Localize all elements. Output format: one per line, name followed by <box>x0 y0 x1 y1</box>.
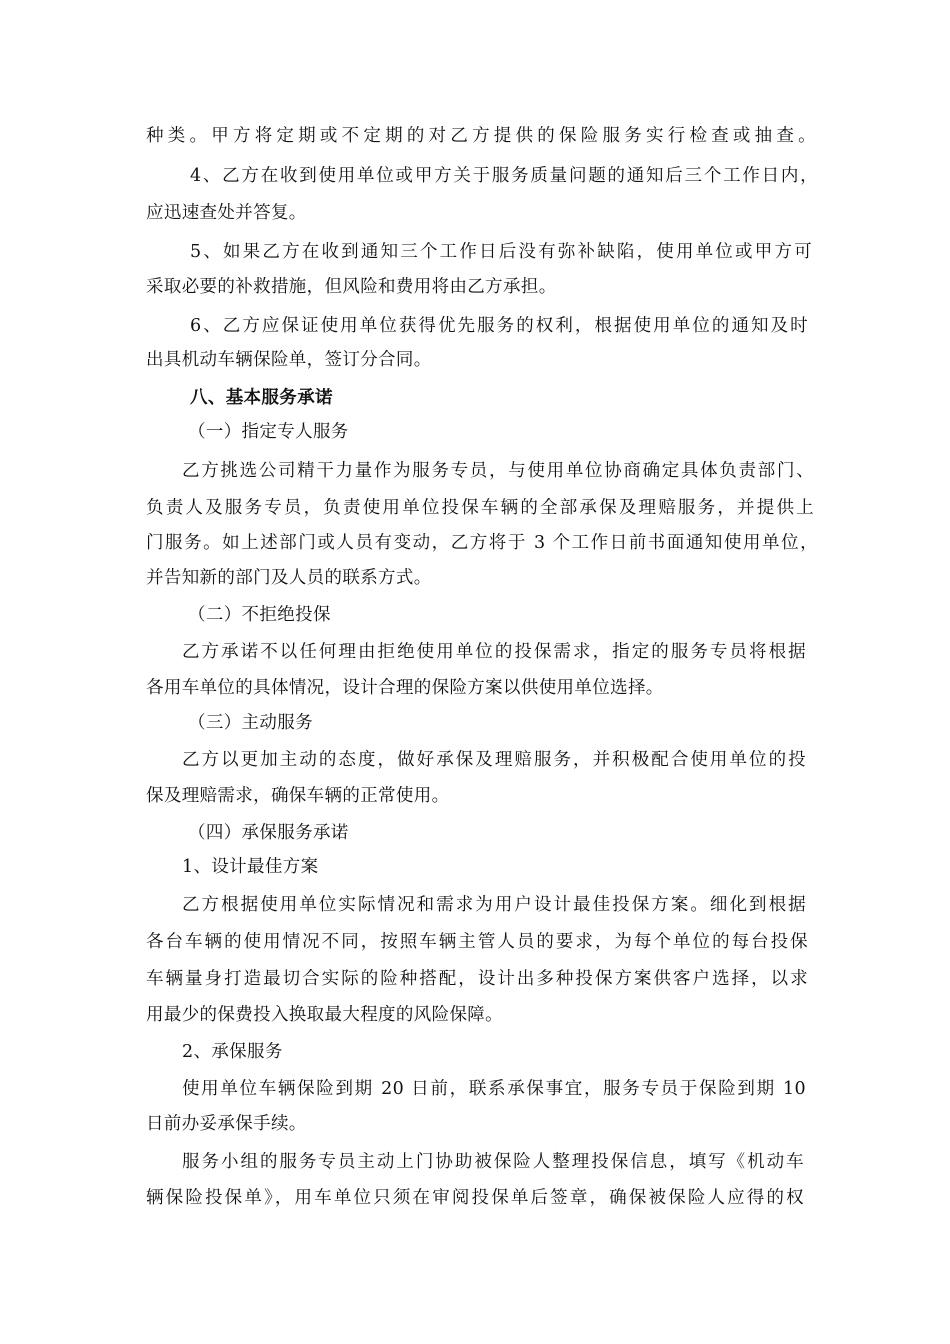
section-heading: 八、基本服务承诺 <box>190 388 333 408</box>
text-line: 5、如果乙方在收到通知三个工作日后没有弥补缺陷，使用单位或甲方可 <box>190 242 812 262</box>
text-line: 保及理赔需求，确保车辆的正常使用。 <box>146 786 450 806</box>
text-line: 乙方以更加主动的态度，做好承保及理赔服务，并积极配合使用单位的投 <box>182 750 806 770</box>
text-line: 并告知新的部门及人员的联系方式。 <box>146 568 432 588</box>
item-heading: 1、设计最佳方案 <box>182 857 319 877</box>
text-line: 各台车辆的使用情况不同，按照车辆主管人员的要求，为每个单位的每台投保 <box>146 932 808 952</box>
text-line: 出具机动车辆保险单，签订分合同。 <box>146 350 432 370</box>
text-line: 4、乙方在收到使用单位或甲方关于服务质量问题的通知后三个工作日内， <box>190 166 818 186</box>
text-line: 辆保险投保单》，用车单位只须在审阅投保单后签章，确保被保险人应得的权 <box>146 1188 804 1208</box>
text-line: 用最少的保费投入换取最大程度的风险保障。 <box>146 1005 503 1025</box>
item-heading: 2、承保服务 <box>182 1042 283 1062</box>
subsection-heading: （四）承保服务承诺 <box>188 823 349 843</box>
text-line: 乙方根据使用单位实际情况和需求为用户设计最佳投保方案。细化到根据 <box>182 895 806 915</box>
subsection-heading: （一）指定专人服务 <box>188 422 349 442</box>
subsection-heading: （三）主动服务 <box>188 713 313 733</box>
text-line: 负责人及服务专员，负责使用单位投保车辆的全部承保及理赔服务，并提供上 <box>146 498 814 518</box>
text-line: 服务小组的服务专员主动上门协助被保险人整理投保信息，填写《机动车 <box>182 1152 804 1172</box>
text-line: 日前办妥承保手续。 <box>146 1114 307 1134</box>
text-line: 乙方承诺不以任何理由拒绝使用单位的投保需求，指定的服务专员将根据 <box>182 642 806 662</box>
text-line: 各用车单位的具体情况，设计合理的保险方案以供使用单位选择。 <box>146 678 664 698</box>
subsection-heading: （二）不拒绝投保 <box>188 605 331 625</box>
text-line: 6、乙方应保证使用单位获得优先服务的权利，根据使用单位的通知及时 <box>190 316 808 336</box>
text-line: 应迅速查处并答复。 <box>146 203 307 223</box>
text-line: 车辆量身打造最切合实际的险种搭配，设计出多种投保方案供客户选择，以求 <box>146 969 808 989</box>
text-line: 种类。甲方将定期或不定期的对乙方提供的保险服务实行检查或抽查。 <box>146 126 816 146</box>
text-line: 使用单位车辆保险到期 20 日前，联系承保事宜，服务专员于保险到期 10 <box>182 1079 806 1099</box>
text-line: 门服务。如上述部门或人员有变动，乙方将于 3 个工作日前书面通知使用单位， <box>146 533 818 553</box>
text-line: 乙方挑选公司精干力量作为服务专员，与使用单位协商确定具体负责部门、 <box>182 461 814 481</box>
text-line: 采取必要的补救措施，但风险和费用将由乙方承担。 <box>146 277 557 297</box>
